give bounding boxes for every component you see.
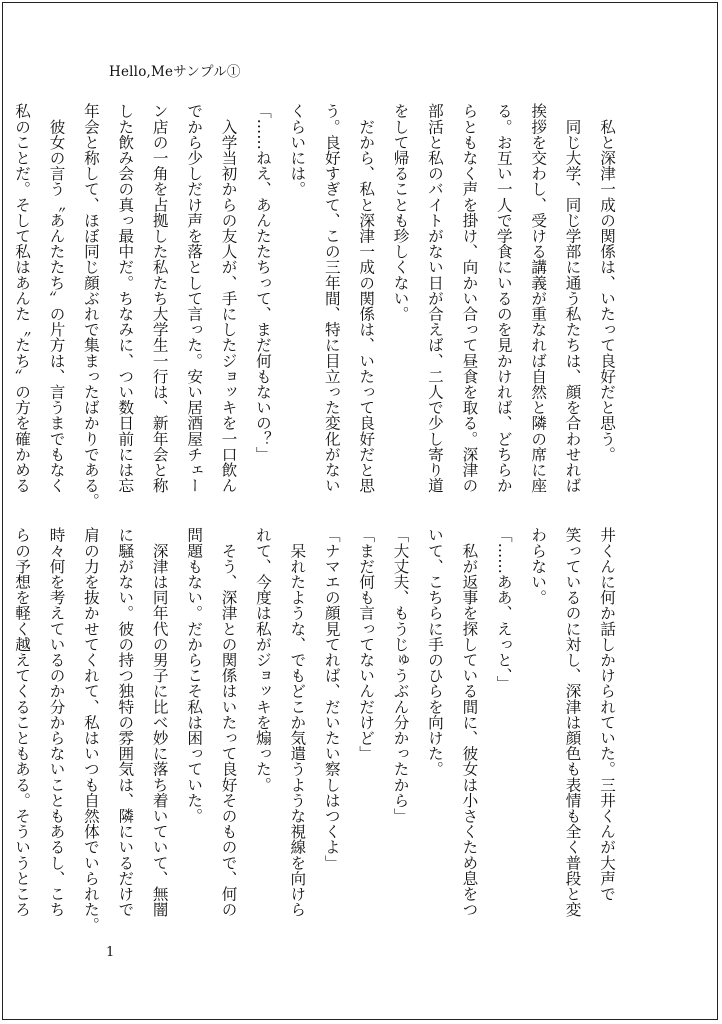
text-line [0,103,5,503]
text-line: 「……ああ、えっと、」 [494,527,513,691]
text-line: そう、深津との関係はいたって良好そのもので、何の [219,527,238,917]
text-line: わらない。 [529,527,548,605]
text-line: 「大丈夫、もうじゅうぶん分かったから」 [391,527,410,824]
text-line: 井くんに何か話しかけられていた。三井くんが大声で [598,527,616,902]
text-line: る。お互い一人で学食にいるのを見かければ、どちらか [494,103,513,493]
text-line: 「ナマエの顔見てれば、だいたい察しはつくよ」 [322,527,341,871]
text-line: 私が返事を探している間に、彼女は小さくため息をつ [460,527,479,917]
text-line: 私と深津一成の関係は、いたって良好だと思う。 [598,103,616,462]
text-line: をして帰ることも珍しくない。 [391,103,410,322]
text-line: 肩の力を抜かせてくれて、私はいつも自然体でいられた。 [81,527,100,933]
text-line: くらいには。 [288,103,307,197]
text-line: いて、こちらに手のひらを向けた。 [425,527,444,777]
text-line: 彼女の言う〝あんたたち〟の片方は、言うまでもなく [47,103,66,493]
page-number: 1 [106,945,115,960]
text-line: 時々何を考えているのか分からないこともあるし、こち [47,527,66,917]
text-line: 年会と称して、ほぼ同じ顔ぶれで集まったばかりである。 [81,103,100,509]
text-line: らともなく声を掛け、向かい合って昼食を取る。深津の [460,103,479,493]
page-header-title: Hello,Meサンプル① [109,64,241,80]
text-line: 入学当初からの友人が、手にしたジョッキを一口飲ん [219,103,238,493]
text-line: だから、私と深津一成の関係は、いたって良好だと思 [357,103,376,493]
text-line: ン店の一角を占拠した私たち大学生一行は、新年会と称 [150,103,169,493]
text-block-bottom [13,527,624,933]
text-line: した飲み会の真っ最中だ。ちなみに、つい数日前には忘 [116,103,135,493]
text-line: に騒がない。彼の持つ独特の雰囲気は、隣にいるだけで [116,527,135,917]
text-line: 「……ねえ、あんたたちって、まだ何もないの？」 [253,103,272,462]
text-line: 深津は同年代の男子に比べ妙に落ち着いていて、無闇 [150,527,169,917]
text-line: 部活と私のバイトがない日が合えば、二人で少し寄り道 [425,103,444,493]
text-line: 同じ大学、同じ学部に通う私たちは、顔を合わせれば [563,103,582,493]
text-block-top [13,103,624,509]
text-line: 挨拶を交わし、受ける講義が重なれば自然と隣の席に座 [529,103,548,493]
text-line: でから少しだけ声を落として言った。安い居酒屋チェー [185,103,204,493]
text-line: 笑っているのに対し、深津は顔色も表情も全く普段と変 [563,527,582,917]
document-page [2,2,718,1020]
text-line: 問題もない。だからこそ私は困っていた。 [185,527,204,824]
text-line: 私のことだ。そして私はあんた〝たち〟の方を確かめる [13,103,32,493]
text-line [0,527,5,927]
text-line: れて、今度は私がジョッキを煽った。 [253,527,272,793]
text-line: らの予想を軽く越えてくることもある。そういうところ [13,527,32,917]
text-line: 呆れたような、でもどこか気遣うような視線を向けら [288,527,307,917]
text-line: う。良好すぎて、この三年間、特に目立った変化がない [322,103,341,493]
text-line: 「まだ何も言ってないんだけど」 [357,527,376,761]
